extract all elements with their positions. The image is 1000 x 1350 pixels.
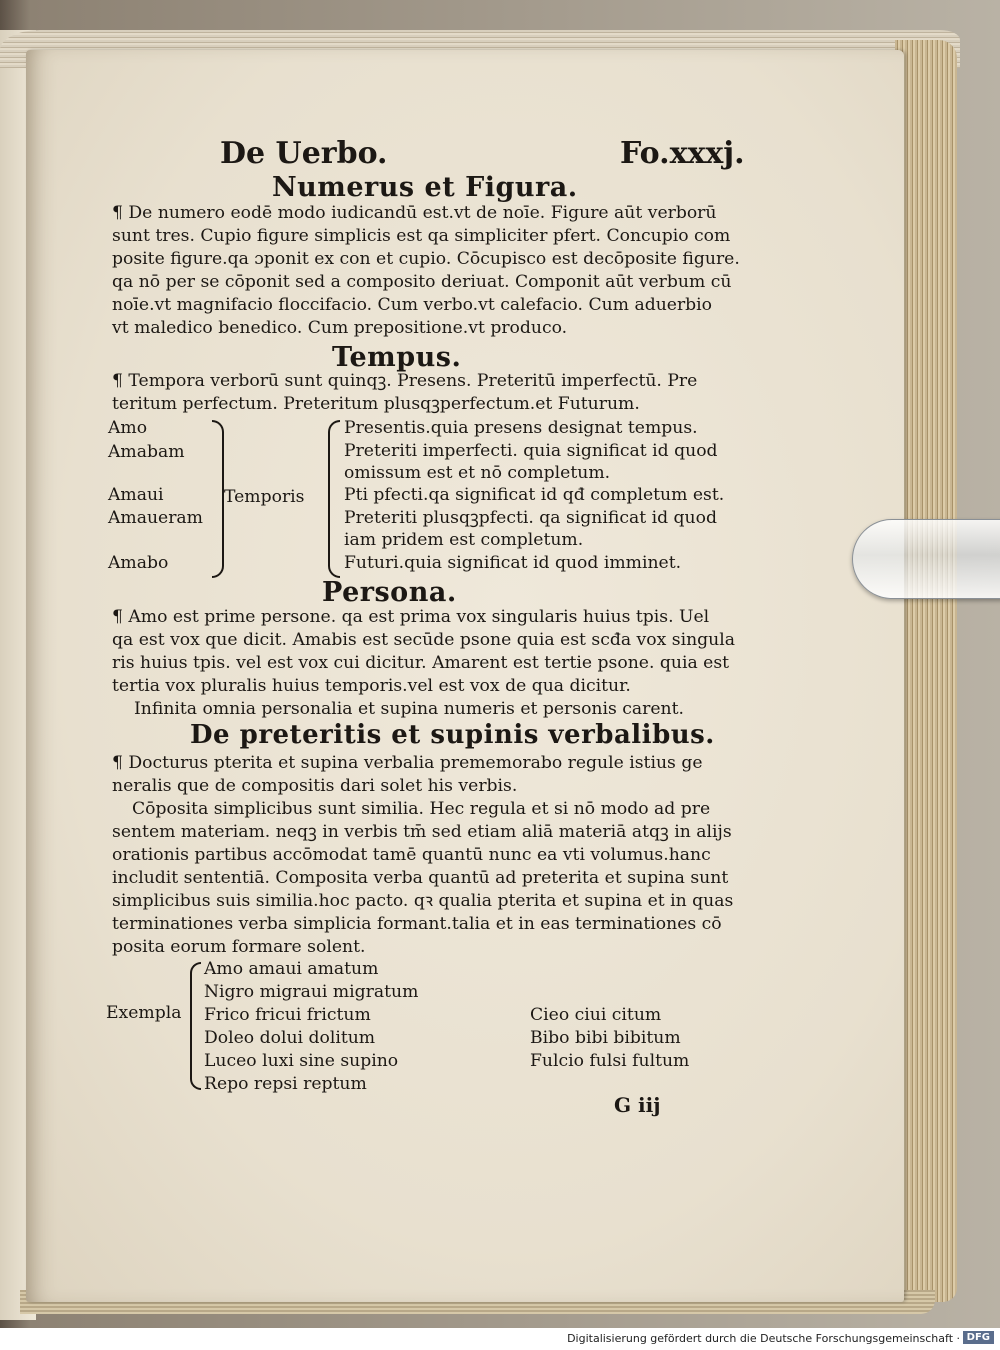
heading-tempus: Tempus. [332, 342, 462, 373]
preteritis-line: neralis que de compositis dari solet his verbis. [112, 776, 518, 796]
tempus-middle-label: Temporis [224, 487, 305, 507]
example-label: Exempla [106, 1003, 182, 1023]
persona-line: ris huius tpis. vel est vox cui dicitur. Amarent est tertie psone. quia est [112, 653, 730, 673]
numerus-line: noīe.vt magnifacio floccifacio. Cum verbo.vt calefacio. Cum aduerbio [112, 295, 713, 315]
tempus-line: ¶ Tempora verborū sunt quinqꝫ. Presens. Preteritū imperfectū. Pre [112, 371, 698, 391]
numerus-line: posite figure.qa ɔponit ex con et cupio. Cōcupisco est decōposite figure. [112, 249, 740, 269]
tempus-verb: Amabam [108, 442, 185, 462]
preteritis-line: ¶ Docturus pterita et supina verbalia prememorabo regule istius ge [112, 753, 703, 773]
example-left: Nigro migraui migratum [204, 982, 419, 1002]
example-left: Repo repsi reptum [204, 1074, 367, 1094]
running-head-right: Fo.xxxj. [620, 136, 745, 171]
preteritis-line: simplicibus suis similia.hoc pacto. qꝛ qualia pterita et supina et in quas [112, 891, 734, 911]
book-fore-edge [895, 40, 957, 1302]
page-text [26, 50, 904, 1302]
heading-numerus: Numerus et Figura. [272, 172, 578, 203]
tempus-description: Futuri.quia significat id quod imminet. [344, 553, 682, 573]
heading-persona: Persona. [322, 577, 457, 608]
example-right: Bibo bibi bibitum [530, 1028, 681, 1048]
preteritis-line: Cōposita simplicibus sunt similia. Hec regula et si nō modo ad pre [132, 799, 711, 819]
tempus-description: Pti pfecti.qa significat id qđ completum est. [344, 485, 725, 505]
example-left: Luceo luxi sine supino [204, 1051, 399, 1071]
dfg-logo: DFG [963, 1331, 994, 1344]
page-clip [852, 519, 1000, 599]
signature-mark: G iij [614, 1093, 661, 1117]
example-right: Fulcio fulsi fultum [530, 1051, 690, 1071]
persona-line: Infinita omnia personalia et supina numeris et personis carent. [134, 699, 684, 719]
preteritis-line: includit sententiā. Composita verba quantū ad preterita et supina sunt [112, 868, 729, 888]
numerus-line: sunt tres. Cupio figure simplicis est qa simpliciter pfert. Concupio com [112, 226, 731, 246]
running-head-left: De Uerbo. [220, 136, 388, 171]
tempus-description: iam pridem est completum. [344, 530, 584, 550]
preteritis-line: terminationes verba simplicia formant.talia et in eas terminationes cō [112, 914, 722, 934]
tempus-verb: Amo [108, 418, 148, 438]
persona-line: ¶ Amo est prime persone. qa est prima vox singularis huius tpis. Uel [112, 607, 710, 627]
preteritis-line: orationis partibus accōmodat tamē quantū nunc ea vti volumus.hanc [112, 845, 711, 865]
example-left: Amo amaui amatum [204, 959, 379, 979]
persona-line: tertia vox pluralis huius temporis.vel est vox de qua dicitur. [112, 676, 631, 696]
persona-line: qa est vox que dicit. Amabis est secūde psone quia est scđa vox singula [112, 630, 735, 650]
numerus-line: qa nō per se cōponit sed a composito deriuat. Componit aūt verbum cū [112, 272, 732, 292]
brace-right [212, 420, 224, 578]
tempus-description: Preteriti imperfecti. quia significat id quod [344, 441, 718, 461]
tempus-verb: Amabo [108, 553, 169, 573]
footer-credit: Digitalisierung gefördert durch die Deutsche Forschungsgemeinschaft · [567, 1332, 960, 1345]
tempus-description: Presentis.quia presens designat tempus. [344, 418, 698, 438]
footer-bar [0, 1328, 1000, 1350]
preteritis-line: sentem materiam. neqꝫ in verbis tm̄ sed etiam aliā materiā atqꝫ in alijs [112, 822, 732, 842]
brace-left [328, 420, 340, 578]
example-right: Cieo ciui citum [530, 1005, 662, 1025]
numerus-line: vt maledico benedico. Cum prepositione.vt produco. [112, 318, 568, 338]
book-page [26, 50, 904, 1302]
tempus-verb: Amaui [108, 485, 164, 505]
tempus-line: teritum perfectum. Preteritum plusqꝫperfectum.et Futurum. [112, 394, 640, 414]
example-brace [190, 962, 201, 1090]
heading-preteritis: De preteritis et supinis verbalibus. [190, 720, 715, 750]
example-left: Frico fricui frictum [204, 1005, 371, 1025]
tempus-description: omissum est et nō completum. [344, 463, 611, 483]
preteritis-line: posita eorum formare solent. [112, 937, 366, 957]
tempus-description: Preteriti plusqꝫpfecti. qa significat id quod [344, 508, 717, 528]
example-left: Doleo dolui dolitum [204, 1028, 376, 1048]
tempus-verb: Amaueram [108, 508, 203, 528]
numerus-line: ¶ De numero eodē modo iudicandū est.vt de noīe. Figure aūt verborū [112, 203, 717, 223]
